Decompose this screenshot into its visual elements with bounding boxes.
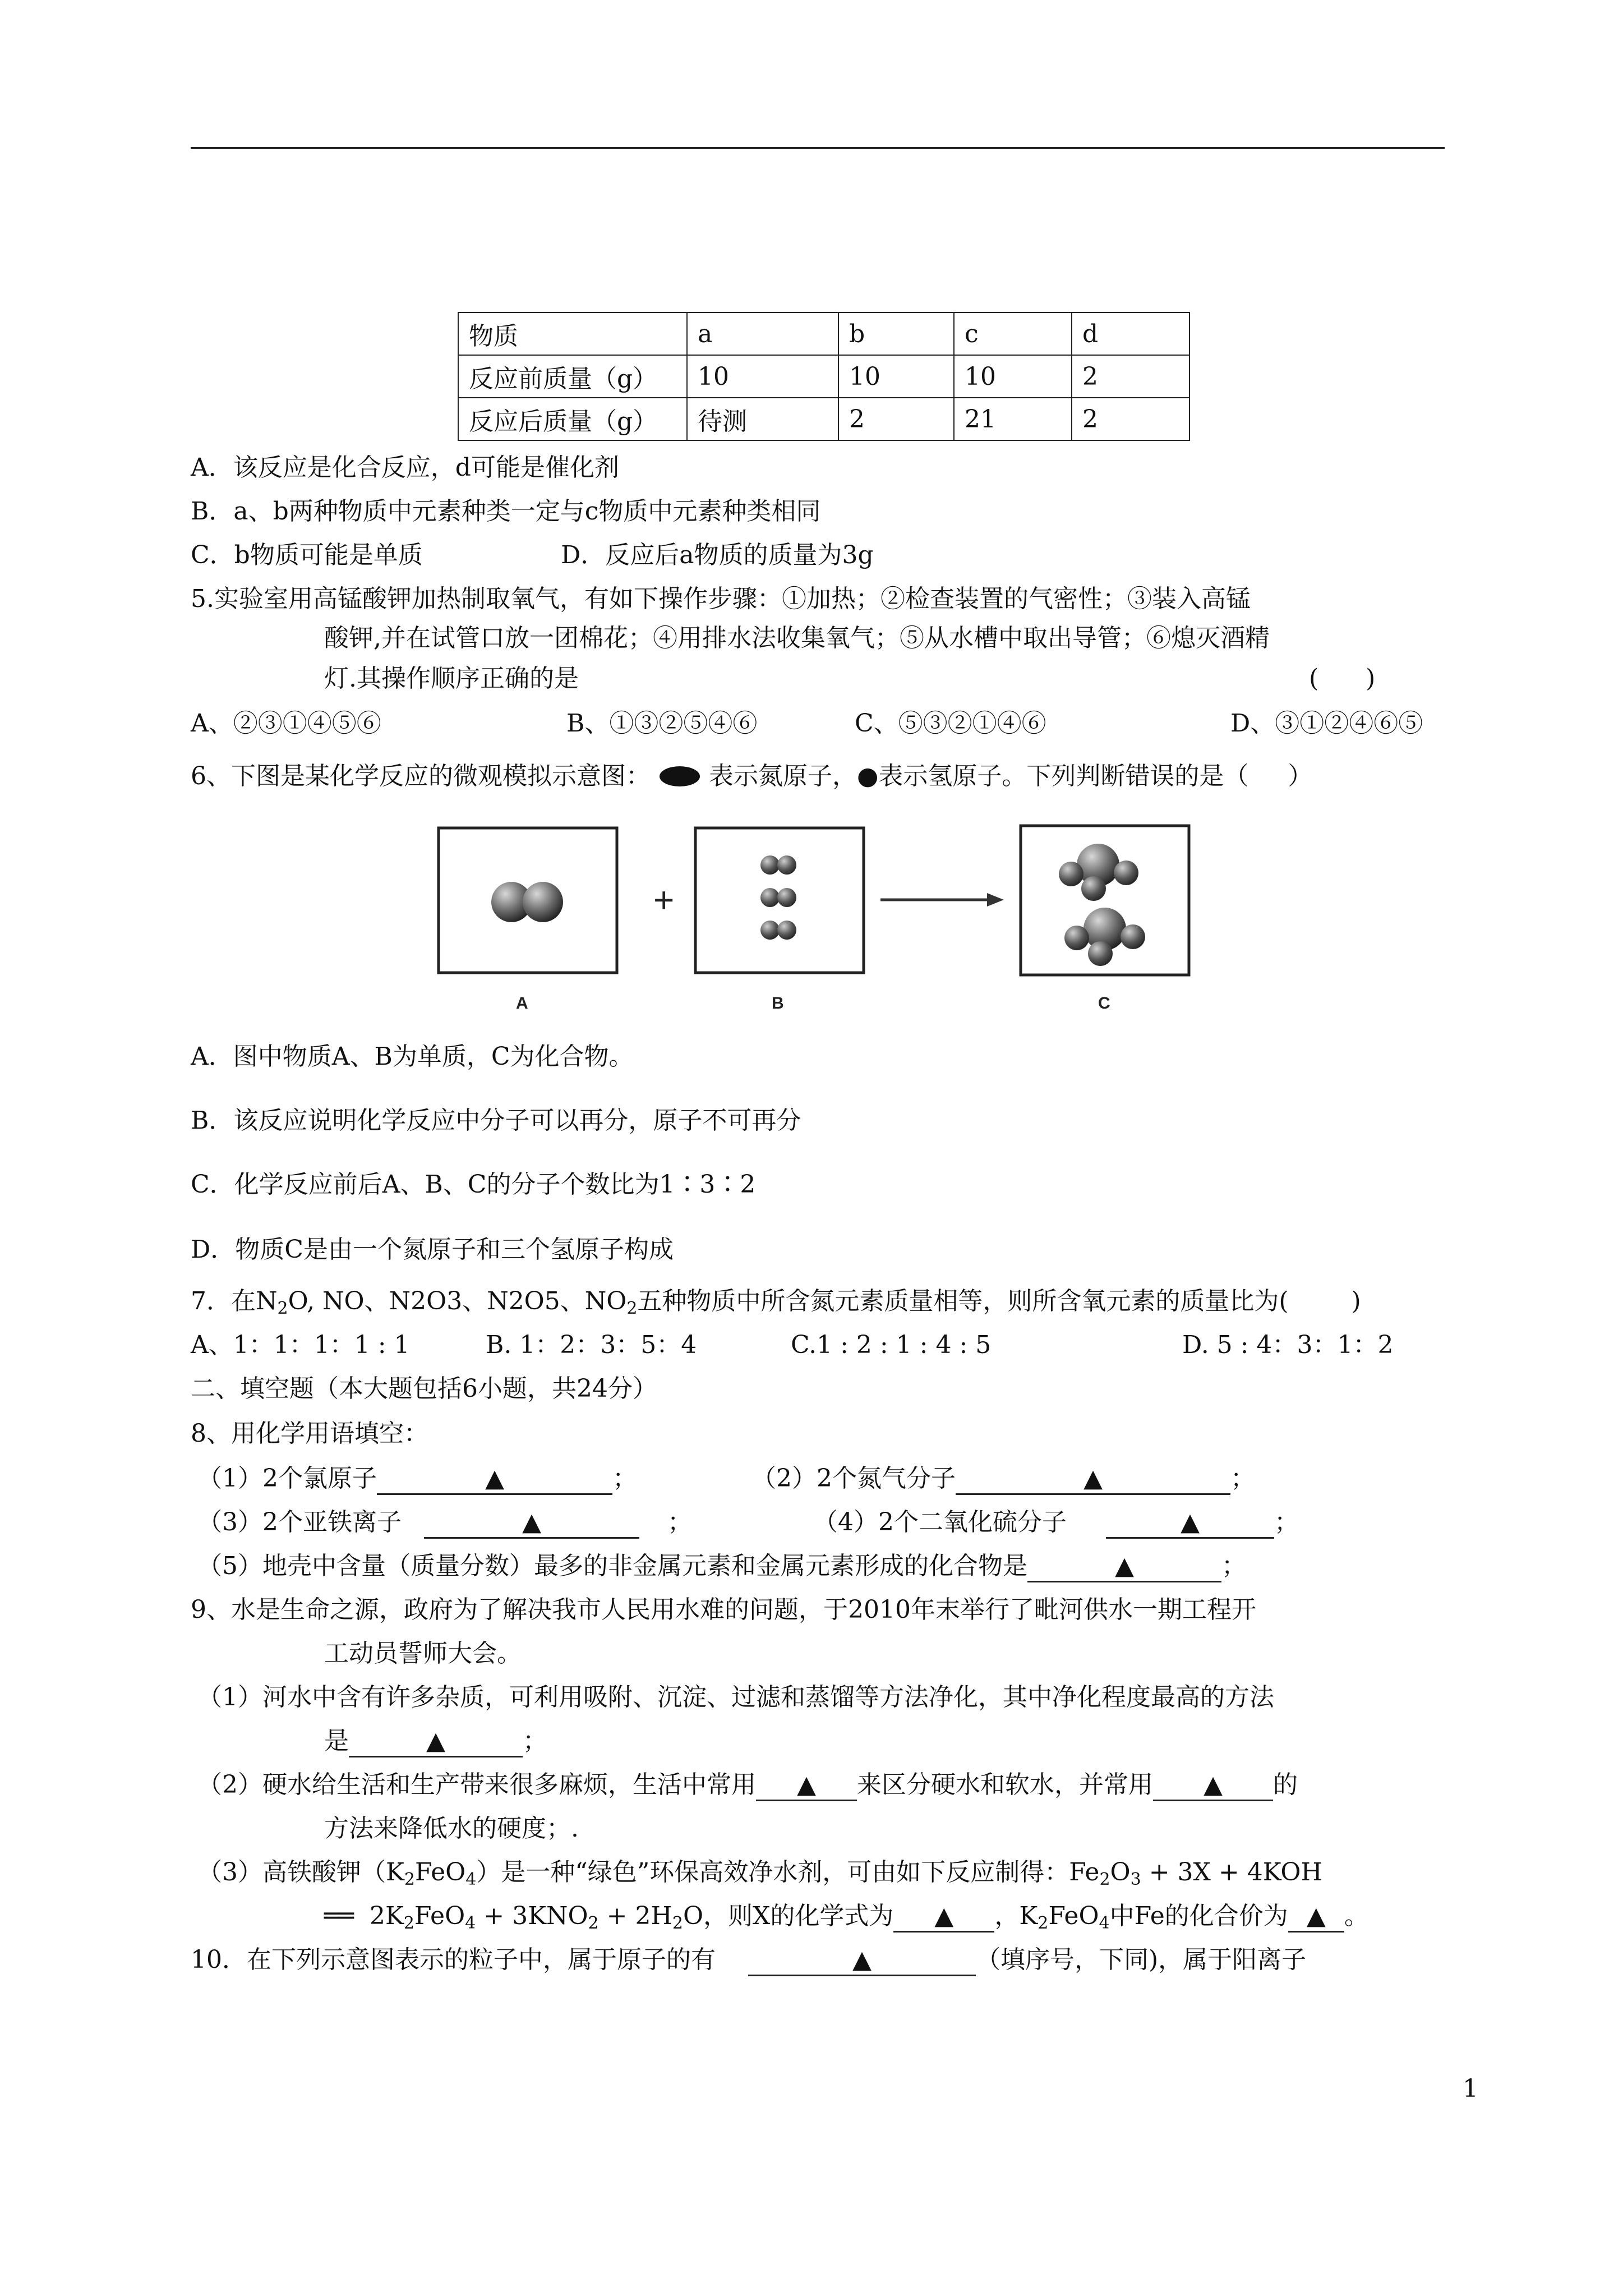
q7-stem: 7．在$N_2O$, NO、N2O3、N2O5、$NO_2$五种物质中所含氮元素质量相等，则所含氧元素的质量比为( ) — [191, 1287, 1361, 1318]
q4-option-a: A．该反应是化合反应，d可能是催化剂 — [191, 453, 619, 482]
mass-table — [458, 312, 1190, 441]
q8-part-2 — [751, 1462, 1255, 1496]
q9-part-3-line2: ══ $2K_2FeO_4 + 3KNO_2 + 2H_2O$，则X的化学式为 ▲ ，$K_2FeO_4$中Fe的化合价为 ▲ 。 — [324, 1902, 1369, 1933]
answer-blank[interactable] — [756, 1770, 857, 1801]
table-cell: 10 — [687, 355, 838, 398]
blank-marker-icon: ▲ — [1181, 1508, 1200, 1536]
plus-sign: + — [653, 880, 675, 920]
table-cell: 2 — [1072, 355, 1189, 398]
table-cell: 10 — [838, 355, 954, 398]
q9-text: FeO — [414, 1858, 466, 1887]
q9-text: FeO — [1048, 1902, 1099, 1930]
q8-label: （2）2个氮气分子 — [751, 1464, 956, 1493]
answer-blank[interactable] — [748, 1945, 976, 1976]
table-cell: 21 — [954, 398, 1072, 440]
punct: ； — [612, 1464, 637, 1493]
table-row — [458, 398, 1189, 440]
table-cell: a — [687, 312, 838, 355]
q10-stem — [191, 1943, 1306, 1977]
q8-label: （5）地壳中含量（质量分数）最多的非金属元素和金属元素形成的化合物是 — [197, 1552, 1027, 1580]
q9-part-2-line1 — [197, 1768, 1298, 1802]
q8-label: （3）2个亚铁离子 — [197, 1508, 402, 1536]
section-heading: 二、填空题（本大题包括6小题，共24分） — [191, 1374, 657, 1403]
q6-stem — [191, 760, 1312, 793]
q9-text: 中Fe的化合价为 — [1109, 1902, 1288, 1930]
q9-label: 是 — [324, 1727, 349, 1755]
q5-option-b: B、①③②⑤④⑥ — [566, 709, 758, 738]
nitrogen-atom-legend-icon — [658, 763, 701, 785]
table-row — [458, 355, 1189, 398]
punct: ； — [1221, 1552, 1246, 1580]
table-cell: 2 — [1072, 398, 1189, 440]
table-cell: 反应后质量（g） — [458, 398, 687, 440]
q8-label: （1）2个氯原子 — [197, 1464, 377, 1493]
q9-text: FeO — [414, 1902, 465, 1930]
blank-marker-icon: ▲ — [522, 1508, 541, 1536]
q9-label: 来区分硬水和软水，并常用 — [857, 1770, 1153, 1799]
q10-text: 10．在下列示意图表示的粒子中，属于原子的有 — [191, 1945, 716, 1974]
answer-blank[interactable] — [1027, 1552, 1221, 1582]
q8-part-1 — [197, 1462, 637, 1496]
q9-label: 的 — [1273, 1770, 1298, 1799]
q7-option-a: A、1：1：1：1 : 1 — [191, 1331, 410, 1359]
q9-text: + 3X + 4KOH — [1141, 1858, 1322, 1887]
q5-option-c: C、⑤③②①④⑥ — [855, 709, 1046, 738]
q9-text: 。 — [1344, 1902, 1369, 1930]
blank-marker-icon: ▲ — [1083, 1464, 1103, 1493]
label-a: A — [516, 994, 528, 1013]
q6-option-d: D．物质C是由一个氮原子和三个氢原子构成 — [191, 1235, 674, 1264]
q9-text: O，则X的化学式为 — [683, 1902, 894, 1930]
blank-marker-icon: ▲ — [934, 1902, 954, 1930]
ammonia-molecule-icon — [1059, 844, 1138, 901]
page-number: 1 — [1463, 2074, 1478, 2103]
q5-option-d: D、③①②④⑥⑤ — [1230, 709, 1423, 738]
blank-marker-icon: ▲ — [485, 1464, 504, 1493]
q8-part-3 — [197, 1506, 692, 1539]
header-rule — [191, 147, 1445, 149]
q6-stem-part-a: 6、下图是某化学反应的微观模拟示意图： — [191, 762, 651, 790]
q9-text: ══ 2K — [324, 1902, 404, 1930]
blank-marker-icon: ▲ — [426, 1727, 445, 1755]
q9-stem-line1: 9、水是生命之源，政府为了解决我市人民用水难的问题，于2010年末举行了毗河供水一期工程开 — [191, 1595, 1256, 1624]
q9-text: + 2H — [598, 1902, 672, 1930]
reaction-diagram — [432, 819, 1228, 1021]
q9-part-3-line1: （3）高铁酸钾$(K_2FeO_4)$是一种“绿色”环保高效净水剂，可由如下反应制得：$Fe_2O_3 + 3X + 4KOH$ — [197, 1858, 1322, 1889]
q6-stem-part-b: 表示氮原子，●表示氢原子。下列判断错误的是（ ） — [709, 762, 1313, 790]
q8-label: （4）2个二氧化硫分子 — [813, 1508, 1067, 1536]
answer-blank[interactable] — [893, 1902, 994, 1932]
q6-option-a: A．图中物质A、B为单质，C为化合物。 — [191, 1042, 634, 1071]
q5-stem-line2: 酸钾,并在试管口放一团棉花；④用排水法收集氧气；⑤从水槽中取出导管；⑥熄灭酒精 — [324, 624, 1270, 652]
label-b: B — [772, 994, 784, 1013]
q9-part-1-line1: （1）河水中含有许多杂质，可利用吸附、沉淀、过滤和蒸馏等方法净化，其中净化程度最高的方法 — [197, 1683, 1274, 1711]
table-cell: 2 — [838, 398, 954, 440]
q6-option-c: C．化学反应前后A、B、C的分子个数比为1∶3∶2 — [191, 1170, 756, 1199]
q7-option-d: D. 5 : 4：3：1：2 — [1182, 1331, 1394, 1359]
punct: ； — [1274, 1508, 1299, 1536]
hydrogen-molecules-icon — [760, 855, 796, 940]
blank-marker-icon: ▲ — [797, 1770, 816, 1799]
table-cell: 反应前质量（g） — [458, 355, 687, 398]
q9-text: O — [1110, 1858, 1131, 1887]
q4-option-d: D．反应后a物质的质量为3g — [561, 541, 874, 569]
blank-marker-icon: ▲ — [1115, 1552, 1134, 1580]
table-cell: 物质 — [458, 312, 687, 355]
blank-marker-icon: ▲ — [1306, 1902, 1326, 1930]
q10-text: （填序号，下同)，属于阳离子 — [976, 1945, 1307, 1974]
table-cell: b — [838, 312, 954, 355]
q4-option-b: B．a、b两种物质中元素种类一定与c物质中元素种类相同 — [191, 497, 821, 526]
q5-option-a: A、②③①④⑤⑥ — [191, 709, 381, 738]
answer-blank[interactable] — [1288, 1902, 1344, 1932]
q4-option-c: C．b物质可能是单质 — [191, 541, 423, 569]
punct: ； — [667, 1508, 692, 1536]
q9-text: ）是一种“绿色”环保高效净水剂，可由如下反应制得：Fe — [476, 1858, 1100, 1887]
q9-label: （2）硬水给生活和生产带来很多麻烦，生活中常用 — [197, 1770, 756, 1799]
table-cell: 待测 — [687, 398, 838, 440]
nitrogen-molecule-icon — [491, 882, 563, 922]
answer-blank[interactable] — [424, 1508, 639, 1539]
punct: ； — [523, 1727, 547, 1755]
q9-text: ，K — [994, 1902, 1038, 1930]
q9-part-2-line2: 方法来降低水的硬度；. — [324, 1814, 579, 1843]
q6-option-b: B．该反应说明化学反应中分子可以再分，原子不可再分 — [191, 1106, 801, 1135]
label-c: C — [1098, 994, 1110, 1013]
table-cell: d — [1072, 312, 1189, 355]
table-row — [458, 312, 1189, 355]
q5-stem-line1: 5.实验室用高锰酸钾加热制取氧气，有如下操作步骤：①加热；②检查装置的气密性；③装入高锰 — [191, 585, 1251, 613]
q7-option-b: B. 1：2：3：5：4 — [486, 1331, 697, 1359]
q5-stem-line3: 灯.其操作顺序正确的是 — [324, 664, 579, 693]
answer-blank[interactable] — [956, 1464, 1230, 1495]
blank-marker-icon: ▲ — [852, 1945, 872, 1974]
q8-part-4 — [813, 1506, 1299, 1539]
q8-stem: 8、用化学用语填空： — [191, 1419, 428, 1448]
q9-part-1-line2 — [324, 1724, 547, 1758]
answer-blank[interactable] — [1153, 1770, 1273, 1801]
answer-blank[interactable] — [349, 1727, 523, 1757]
q7-stem-part: O, NO、N2O3、N2O5、NO — [288, 1287, 627, 1315]
q9-stem-line2: 工动员誓师大会。 — [324, 1639, 522, 1668]
q9-text: + 3KNO — [476, 1902, 588, 1930]
answer-blank[interactable] — [377, 1464, 612, 1495]
q8-part-5 — [197, 1549, 1246, 1583]
q7-option-c: C.1 : 2 : 1 : 4 : 5 — [791, 1331, 992, 1359]
q7-stem-part: 7．在N — [191, 1287, 278, 1315]
answer-blank[interactable] — [1106, 1508, 1274, 1539]
table-cell: c — [954, 312, 1072, 355]
blank-marker-icon: ▲ — [1204, 1770, 1223, 1799]
q5-answer-paren: ( ) — [1309, 664, 1376, 693]
table-cell: 10 — [954, 355, 1072, 398]
q7-stem-part: 五种物质中所含氮元素质量相等，则所含氧元素的质量比为( ) — [637, 1287, 1361, 1315]
q9-text: （3）高铁酸钾（K — [197, 1858, 404, 1887]
reaction-arrow-icon — [880, 893, 1004, 907]
punct: ； — [1230, 1464, 1255, 1493]
ammonia-molecule-icon — [1064, 908, 1145, 966]
